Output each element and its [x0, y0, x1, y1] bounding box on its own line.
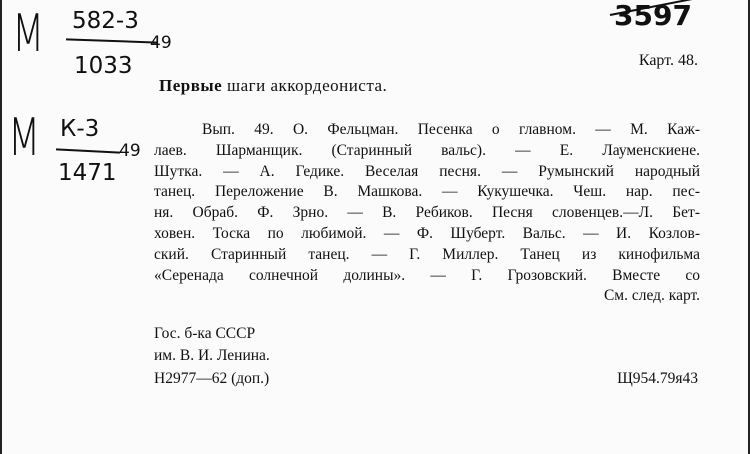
- contents-line: «Серенада солнечной долины». — Г. Грозовский. Вместе со: [154, 266, 700, 284]
- card-title: [159, 76, 387, 96]
- contents-line: ня. Обраб. Ф. Зрно. — В. Ребиков. Песня словенцев.—Л. Бет-: [154, 204, 700, 222]
- handwritten-denominator-top: 1033: [74, 53, 133, 79]
- handwritten-fraction-line-middle: [56, 148, 120, 153]
- contents-line: танец. Переложение В. Машкова. — Кукушечка. Чеш. нар. пес-: [154, 183, 700, 201]
- contents-line: ховен. Тоска по любимой. — Ф. Шуберт. Вальс. — И. Козлов-: [154, 224, 700, 242]
- contents-line: лаев. Шарманщик. (Старинный вальс). — Е. Лауменскиене.: [154, 141, 700, 159]
- handwritten-letter-middle: М: [8, 108, 41, 168]
- handwritten-letter-top: М: [12, 4, 45, 64]
- handwritten-numerator-middle: К-3: [60, 116, 100, 142]
- library-stamp: [154, 323, 270, 366]
- contents-line: ский. Старинный танец. — Г. Миллер. Танец из кинофильма: [154, 245, 700, 263]
- corner-number-handwritten: 3597: [614, 0, 692, 32]
- contents-line: Вып. 49. О. Фельцман. Песенка о главном. — М. Каж-: [202, 121, 700, 138]
- library-line: им. В. И. Ленина.: [154, 346, 270, 364]
- title-bold: Первые: [159, 76, 223, 95]
- card-number: Карт. 48.: [638, 52, 698, 69]
- handwritten-numerator-top: 582-3: [72, 8, 139, 34]
- contents-line: Шутка. — А. Гедике. Веселая песня. — Румынский народный: [154, 162, 700, 180]
- library-line: Гос. б-ка СССР: [154, 325, 256, 342]
- classification-code: Щ954.79я43: [617, 370, 698, 387]
- handwritten-note-middle: 49: [119, 141, 141, 161]
- handwritten-denominator-middle: 1471: [58, 160, 117, 186]
- continuation-note: См. след. карт.: [603, 287, 700, 305]
- handwritten-fraction-line-top: [66, 38, 158, 43]
- contents-paragraph: [154, 120, 700, 307]
- order-code: Н2977—62 (доп.): [154, 370, 270, 387]
- handwritten-note-top: 49: [150, 33, 172, 53]
- title-rest: шаги аккордеониста.: [226, 76, 388, 95]
